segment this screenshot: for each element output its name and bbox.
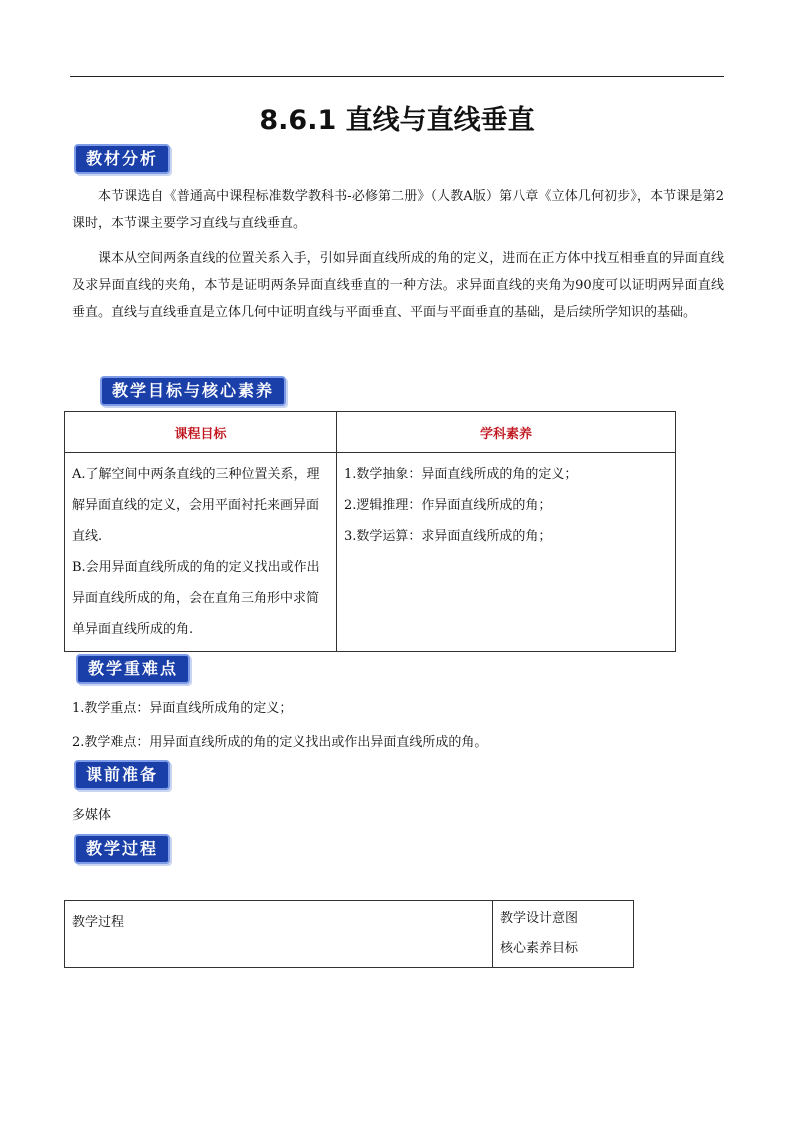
goals-header-course: 课程目标 xyxy=(65,412,337,453)
process-core-literacy: 核心素养目标 xyxy=(500,941,579,956)
goals-table xyxy=(64,411,676,652)
course-goal-a: A.了解空间中两条直线的三种位置关系，理解异面直线的定义，会用平面衬托来画异面直线. xyxy=(72,467,320,544)
process-design-intent: 教学设计意图 xyxy=(500,911,579,926)
goals-course-cell xyxy=(65,453,337,652)
analysis-paragraph-2: 课本从空间两条直线的位置关系入手，引如异面直线所成的角的定义，进而在正方体中找互相垂直的异面直线及求异面直线的夹角，本节是证明两条异面直线垂直的一种方法。求异面直线的夹角为90度可以证明两异面直线垂直。直线与直线垂直是立体几何中证明直线与平面垂直、平面与平面垂直的基础，是后续所学知识的基础。 xyxy=(72,251,724,320)
process-header: 教学过程 xyxy=(72,915,125,930)
literacy-item-3: 3.数学运算：求异面直线所成的角； xyxy=(344,529,552,544)
process-col-main xyxy=(65,901,493,968)
analysis-paragraph-1: 本节课选自《普通高中课程标准数学教科书-必修第二册》（人教A版）第八章《立体几何初步》，本节课是第2课时，本节课主要学习直线与直线垂直。 xyxy=(72,189,724,231)
literacy-item-1: 1.数学抽象：异面直线所成的角的定义； xyxy=(344,467,578,482)
section-badge-goals: 教学目标与核心素养 xyxy=(100,376,286,406)
section-badge-keypoints: 教学重难点 xyxy=(76,654,190,684)
literacy-item-2: 2.逻辑推理：作异面直线所成的角； xyxy=(344,498,552,513)
process-table xyxy=(64,900,634,968)
keypoint-difficulty: 2.教学难点：用异面直线所成的角的定义找出或作出异面直线所成的角。 xyxy=(72,735,488,750)
section-badge-process: 教学过程 xyxy=(74,834,170,864)
header-rule xyxy=(70,76,724,77)
process-col-side xyxy=(493,901,634,968)
section-badge-prep: 课前准备 xyxy=(74,760,170,790)
page-title: 8.6.1 直线与直线垂直 xyxy=(259,105,535,136)
section-badge-analysis: 教材分析 xyxy=(74,144,170,174)
keypoint-focus: 1.教学重点：异面直线所成角的定义； xyxy=(72,701,293,716)
goals-header-literacy: 学科素养 xyxy=(337,412,676,453)
goals-literacy-cell xyxy=(337,453,676,652)
prep-text: 多媒体 xyxy=(72,808,112,823)
course-goal-b: B.会用异面直线所成的角的定义找出或作出异面直线所成的角，会在直角三角形中求简单异面直线所成的角. xyxy=(72,560,320,637)
